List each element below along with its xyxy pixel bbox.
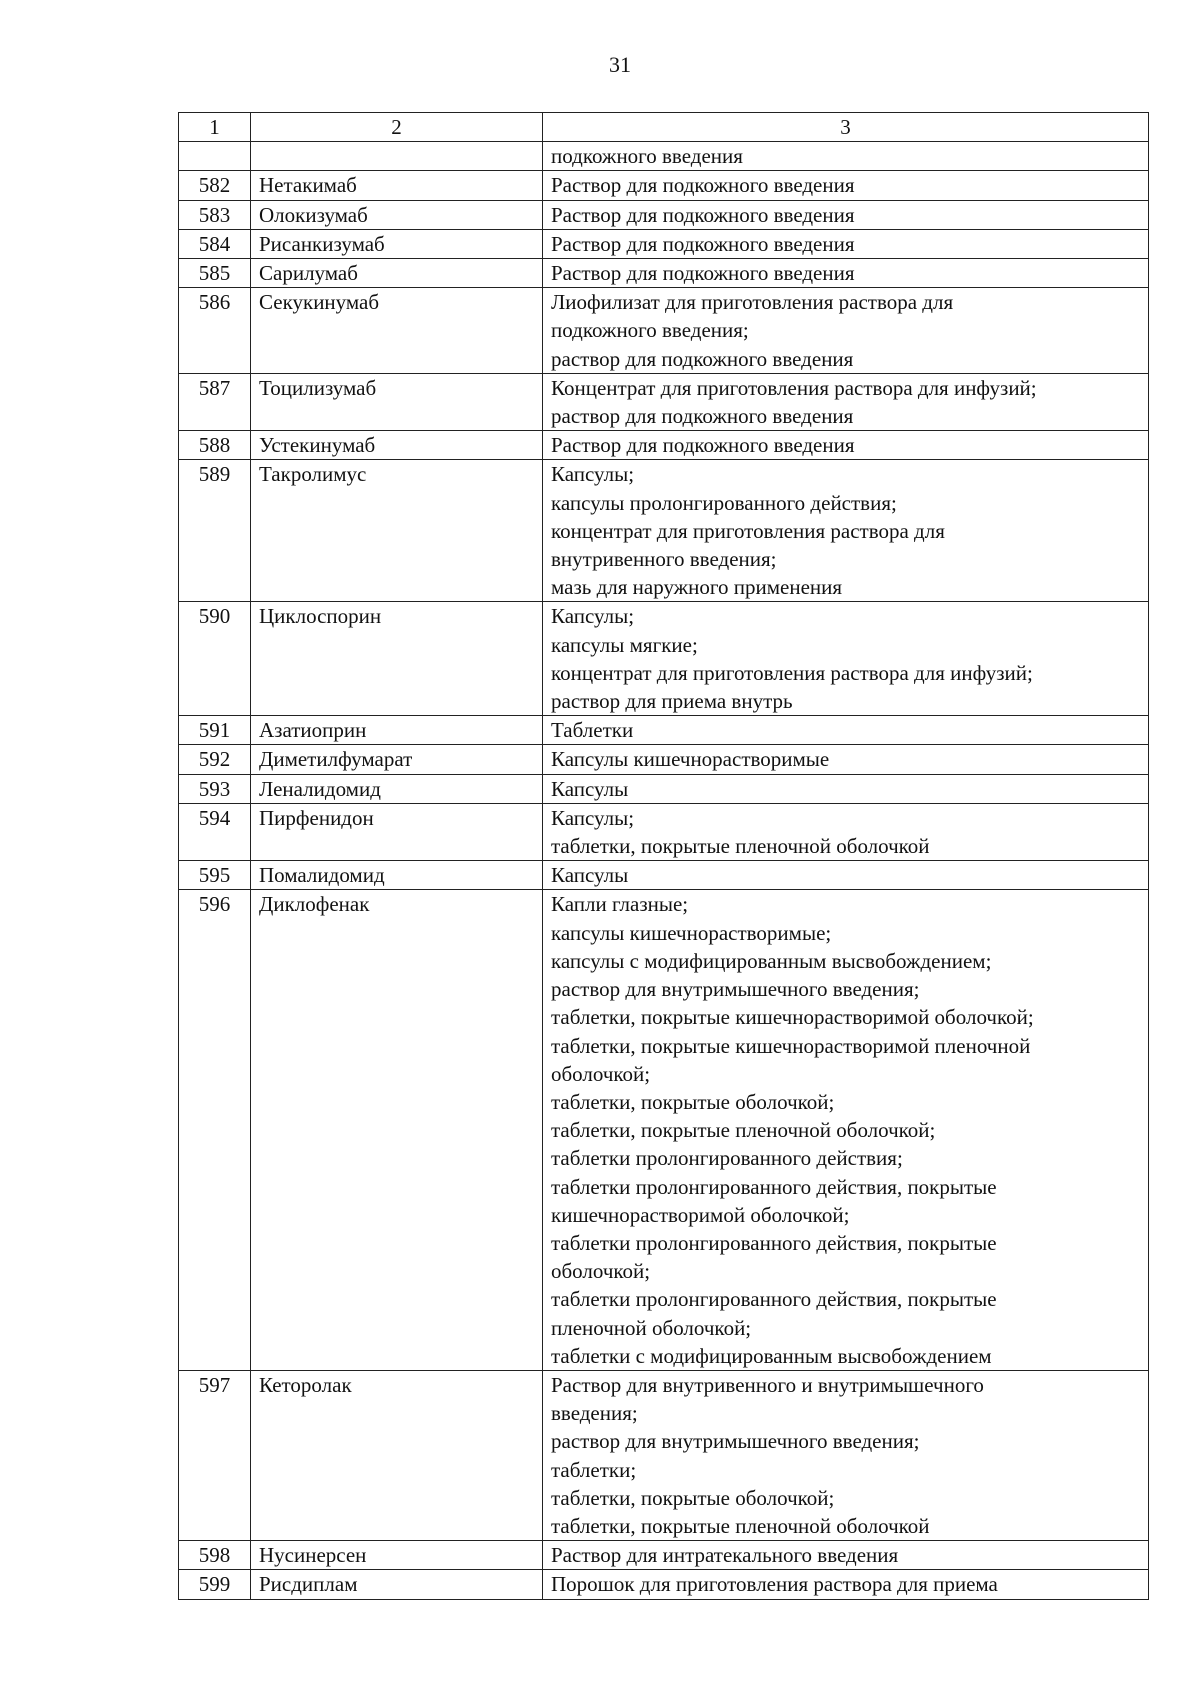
dosage-form-line: подкожного введения; <box>551 318 749 343</box>
column-header: 2 <box>251 113 543 142</box>
dosage-form-line: таблетки пролонгированного действия, покрытые <box>551 1230 997 1255</box>
table-row <box>179 229 1149 258</box>
dosage-form-line: Таблетки <box>551 718 634 743</box>
dosage-forms <box>543 1370 1149 1540</box>
table-row <box>179 890 1149 1370</box>
row-number: 584 <box>179 229 251 258</box>
dosage-form-line: оболочкой; <box>551 1259 651 1284</box>
row-number: 587 <box>179 373 251 430</box>
drug-table <box>178 112 1149 1600</box>
dosage-form-line: Капли глазные; <box>551 892 689 917</box>
dosage-form-line: пленочной оболочкой; <box>551 1315 752 1340</box>
drug-name: Устекинумаб <box>251 431 543 460</box>
dosage-form-line: Раствор для внутривенного и внутримышечного <box>551 1372 984 1397</box>
row-number: 593 <box>179 774 251 803</box>
row-number: 599 <box>179 1570 251 1599</box>
dosage-form-line: таблетки, покрытые пленочной оболочкой <box>551 1513 930 1538</box>
dosage-forms <box>543 229 1149 258</box>
row-number: 598 <box>179 1541 251 1570</box>
drug-name: Диметилфумарат <box>251 745 543 774</box>
table-row <box>179 171 1149 200</box>
table-row <box>179 716 1149 745</box>
dosage-form-line: мазь для наружного применения <box>551 575 843 600</box>
dosage-form-line: оболочкой; <box>551 1061 651 1086</box>
dosage-form-line: капсулы пролонгированного действия; <box>551 490 897 515</box>
dosage-form-line: раствор для подкожного введения <box>551 346 854 371</box>
table-row <box>179 745 1149 774</box>
drug-name: Помалидомид <box>251 861 543 890</box>
table-row <box>179 373 1149 430</box>
row-number <box>179 142 251 171</box>
drug-name: Циклоспорин <box>251 602 543 716</box>
dosage-form-line: подкожного введения <box>551 144 743 169</box>
dosage-form-line: раствор для подкожного введения <box>551 404 854 429</box>
dosage-form-line: таблетки с модифицированным высвобождением <box>551 1343 992 1368</box>
dosage-forms <box>543 373 1149 430</box>
row-number: 597 <box>179 1370 251 1540</box>
dosage-forms <box>543 1541 1149 1570</box>
dosage-form-line: раствор для приема внутрь <box>551 689 793 714</box>
table-row <box>179 1570 1149 1599</box>
dosage-form-line: раствор для внутримышечного введения; <box>551 977 920 1002</box>
drug-name: Леналидомид <box>251 774 543 803</box>
row-number: 586 <box>179 288 251 374</box>
dosage-forms <box>543 460 1149 602</box>
dosage-form-line: Капсулы <box>551 776 629 801</box>
dosage-form-line: Концентрат для приготовления раствора для инфузий; <box>551 375 1037 400</box>
dosage-form-line: Раствор для подкожного введения <box>551 261 855 286</box>
table-row <box>179 602 1149 716</box>
table-row <box>179 431 1149 460</box>
dosage-form-line: концентрат для приготовления раствора для инфузий; <box>551 660 1033 685</box>
dosage-form-line: концентрат для приготовления раствора для <box>551 518 945 543</box>
dosage-form-line: Капсулы кишечнорастворимые <box>551 747 830 772</box>
row-number: 589 <box>179 460 251 602</box>
dosage-forms <box>543 861 1149 890</box>
table-row <box>179 803 1149 860</box>
dosage-form-line: Раствор для подкожного введения <box>551 202 855 227</box>
table-row <box>179 1370 1149 1540</box>
table-row <box>179 259 1149 288</box>
dosage-forms <box>543 716 1149 745</box>
dosage-forms <box>543 890 1149 1370</box>
drug-name: Рисанкизумаб <box>251 229 543 258</box>
dosage-form-line: таблетки пролонгированного действия; <box>551 1146 903 1171</box>
dosage-forms <box>543 288 1149 374</box>
dosage-form-line: раствор для внутримышечного введения; <box>551 1429 920 1454</box>
drug-name: Рисдиплам <box>251 1570 543 1599</box>
dosage-form-line: Лиофилизат для приготовления раствора для <box>551 290 954 315</box>
dosage-form-line: таблетки, покрытые кишечнорастворимой оболочкой; <box>551 1005 1034 1030</box>
row-number: 596 <box>179 890 251 1370</box>
dosage-forms <box>543 1570 1149 1599</box>
dosage-forms <box>543 602 1149 716</box>
drug-name <box>251 142 543 171</box>
dosage-form-line: таблетки, покрытые кишечнорастворимой пленочной <box>551 1033 1031 1058</box>
dosage-form-line: капсулы с модифицированным высвобождением; <box>551 948 992 973</box>
row-number: 582 <box>179 171 251 200</box>
table-row <box>179 774 1149 803</box>
drug-name: Сарилумаб <box>251 259 543 288</box>
table-row <box>179 200 1149 229</box>
dosage-form-line: Капсулы; <box>551 462 635 487</box>
table-row <box>179 142 1149 171</box>
drug-name: Азатиоприн <box>251 716 543 745</box>
dosage-form-line: Капсулы; <box>551 805 635 830</box>
dosage-form-line: внутривенного введения; <box>551 547 777 572</box>
dosage-forms <box>543 431 1149 460</box>
drug-name: Нусинерсен <box>251 1541 543 1570</box>
row-number: 595 <box>179 861 251 890</box>
dosage-form-line: таблетки, покрытые оболочкой; <box>551 1089 835 1114</box>
dosage-form-line: Раствор для интратекального введения <box>551 1543 899 1568</box>
dosage-form-line: таблетки, покрытые пленочной оболочкой; <box>551 1118 936 1143</box>
dosage-form-line: Раствор для подкожного введения <box>551 433 855 458</box>
dosage-forms <box>543 171 1149 200</box>
dosage-form-line: кишечнорастворимой оболочкой; <box>551 1202 850 1227</box>
dosage-form-line: Порошок для приготовления раствора для приема <box>551 1572 998 1597</box>
row-number: 592 <box>179 745 251 774</box>
table-row <box>179 460 1149 602</box>
row-number: 588 <box>179 431 251 460</box>
dosage-form-line: таблетки пролонгированного действия, покрытые <box>551 1287 997 1312</box>
dosage-form-line: капсулы мягкие; <box>551 632 698 657</box>
table-body <box>179 142 1149 1599</box>
column-header: 1 <box>179 113 251 142</box>
drug-name: Олокизумаб <box>251 200 543 229</box>
dosage-form-line: таблетки; <box>551 1457 637 1482</box>
row-number: 591 <box>179 716 251 745</box>
dosage-form-line: капсулы кишечнорастворимые; <box>551 920 832 945</box>
drug-name: Диклофенак <box>251 890 543 1370</box>
table-row <box>179 861 1149 890</box>
page-number: 31 <box>609 52 631 77</box>
row-number: 594 <box>179 803 251 860</box>
dosage-forms <box>543 142 1149 171</box>
drug-name: Секукинумаб <box>251 288 543 374</box>
drug-name: Пирфенидон <box>251 803 543 860</box>
dosage-forms <box>543 803 1149 860</box>
dosage-forms <box>543 745 1149 774</box>
dosage-form-line: Капсулы; <box>551 604 635 629</box>
drug-name: Нетакимаб <box>251 171 543 200</box>
dosage-form-line: Раствор для подкожного введения <box>551 231 855 256</box>
row-number: 585 <box>179 259 251 288</box>
table-row <box>179 1541 1149 1570</box>
dosage-form-line: таблетки пролонгированного действия, покрытые <box>551 1174 997 1199</box>
row-number: 590 <box>179 602 251 716</box>
table-row <box>179 288 1149 374</box>
dosage-form-line: введения; <box>551 1401 638 1426</box>
row-number: 583 <box>179 200 251 229</box>
dosage-forms <box>543 774 1149 803</box>
dosage-forms <box>543 259 1149 288</box>
drug-name: Кеторолак <box>251 1370 543 1540</box>
column-header: 3 <box>543 113 1149 142</box>
dosage-form-line: Капсулы <box>551 863 629 888</box>
dosage-form-line: таблетки, покрытые пленочной оболочкой <box>551 834 930 859</box>
dosage-form-line: таблетки, покрытые оболочкой; <box>551 1485 835 1510</box>
drug-name: Такролимус <box>251 460 543 602</box>
dosage-form-line: Раствор для подкожного введения <box>551 173 855 198</box>
drug-name: Тоцилизумаб <box>251 373 543 430</box>
table-header-row <box>179 113 1149 142</box>
dosage-forms <box>543 200 1149 229</box>
